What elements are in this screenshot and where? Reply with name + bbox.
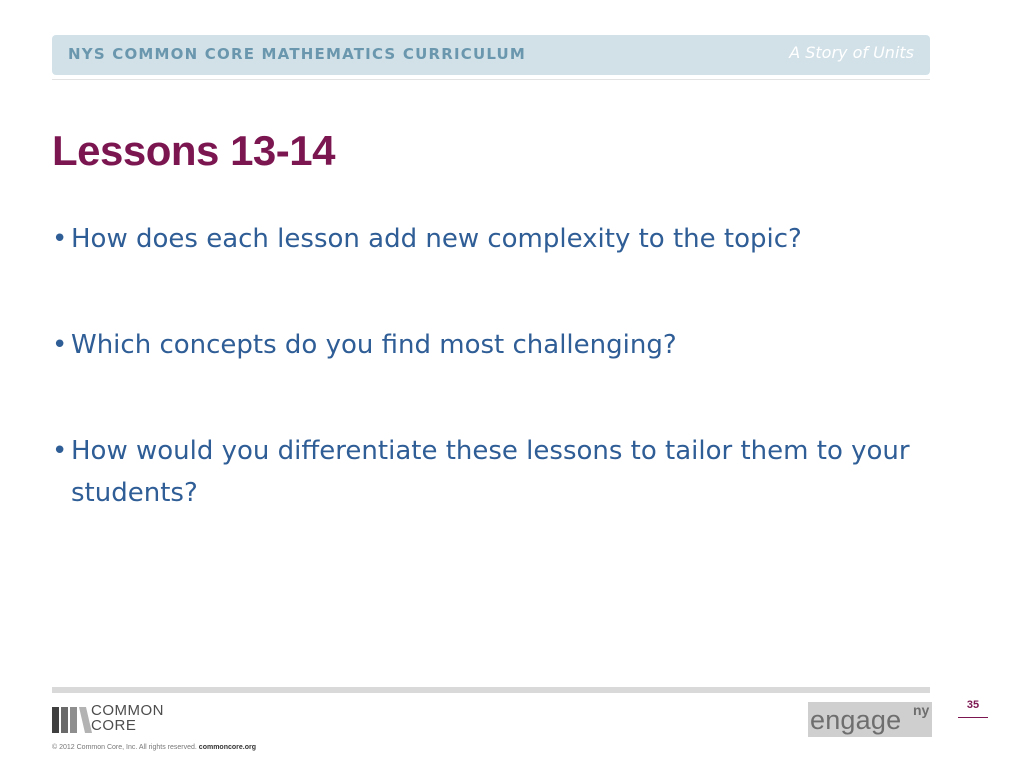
series-label: A Story of Units <box>789 43 914 62</box>
copyright-notice <box>52 744 256 751</box>
bullet-text: How would you differentiate these lessons to tailor them to your students? <box>71 436 910 508</box>
logo-line-1: COMMON <box>91 702 164 719</box>
site-link[interactable]: commoncore.org <box>198 744 256 751</box>
engage-wordmark: engage <box>810 705 902 735</box>
bullet-marker: • <box>52 436 68 466</box>
slide-title: Lessons 13-14 <box>52 127 335 174</box>
bullet-item <box>52 218 982 260</box>
curriculum-label: NYS COMMON CORE MATHEMATICS CURRICULUM <box>68 45 527 63</box>
footer-divider <box>52 687 930 693</box>
engage-ny-logo <box>808 702 932 737</box>
bullet-text: Which concepts do you find most challenging? <box>71 330 677 360</box>
bullet-item <box>52 430 982 514</box>
logo-line-2: CORE <box>91 717 137 734</box>
copyright-text: © 2012 Common Core, Inc. All rights reserved. <box>52 744 197 751</box>
header-bar <box>52 35 930 75</box>
slide-number-underline <box>958 717 988 718</box>
engage-ny-superscript: ny <box>913 702 930 718</box>
bullet-marker: • <box>52 224 68 254</box>
common-core-logo-icon <box>52 705 92 733</box>
header-divider <box>52 79 930 80</box>
bullet-item <box>52 324 982 366</box>
bullet-list <box>52 218 982 578</box>
slide-number: 35 <box>966 699 980 711</box>
bullet-marker: • <box>52 330 68 360</box>
bullet-text: How does each lesson add new complexity to the topic? <box>71 224 802 254</box>
common-core-wordmark <box>91 703 164 733</box>
